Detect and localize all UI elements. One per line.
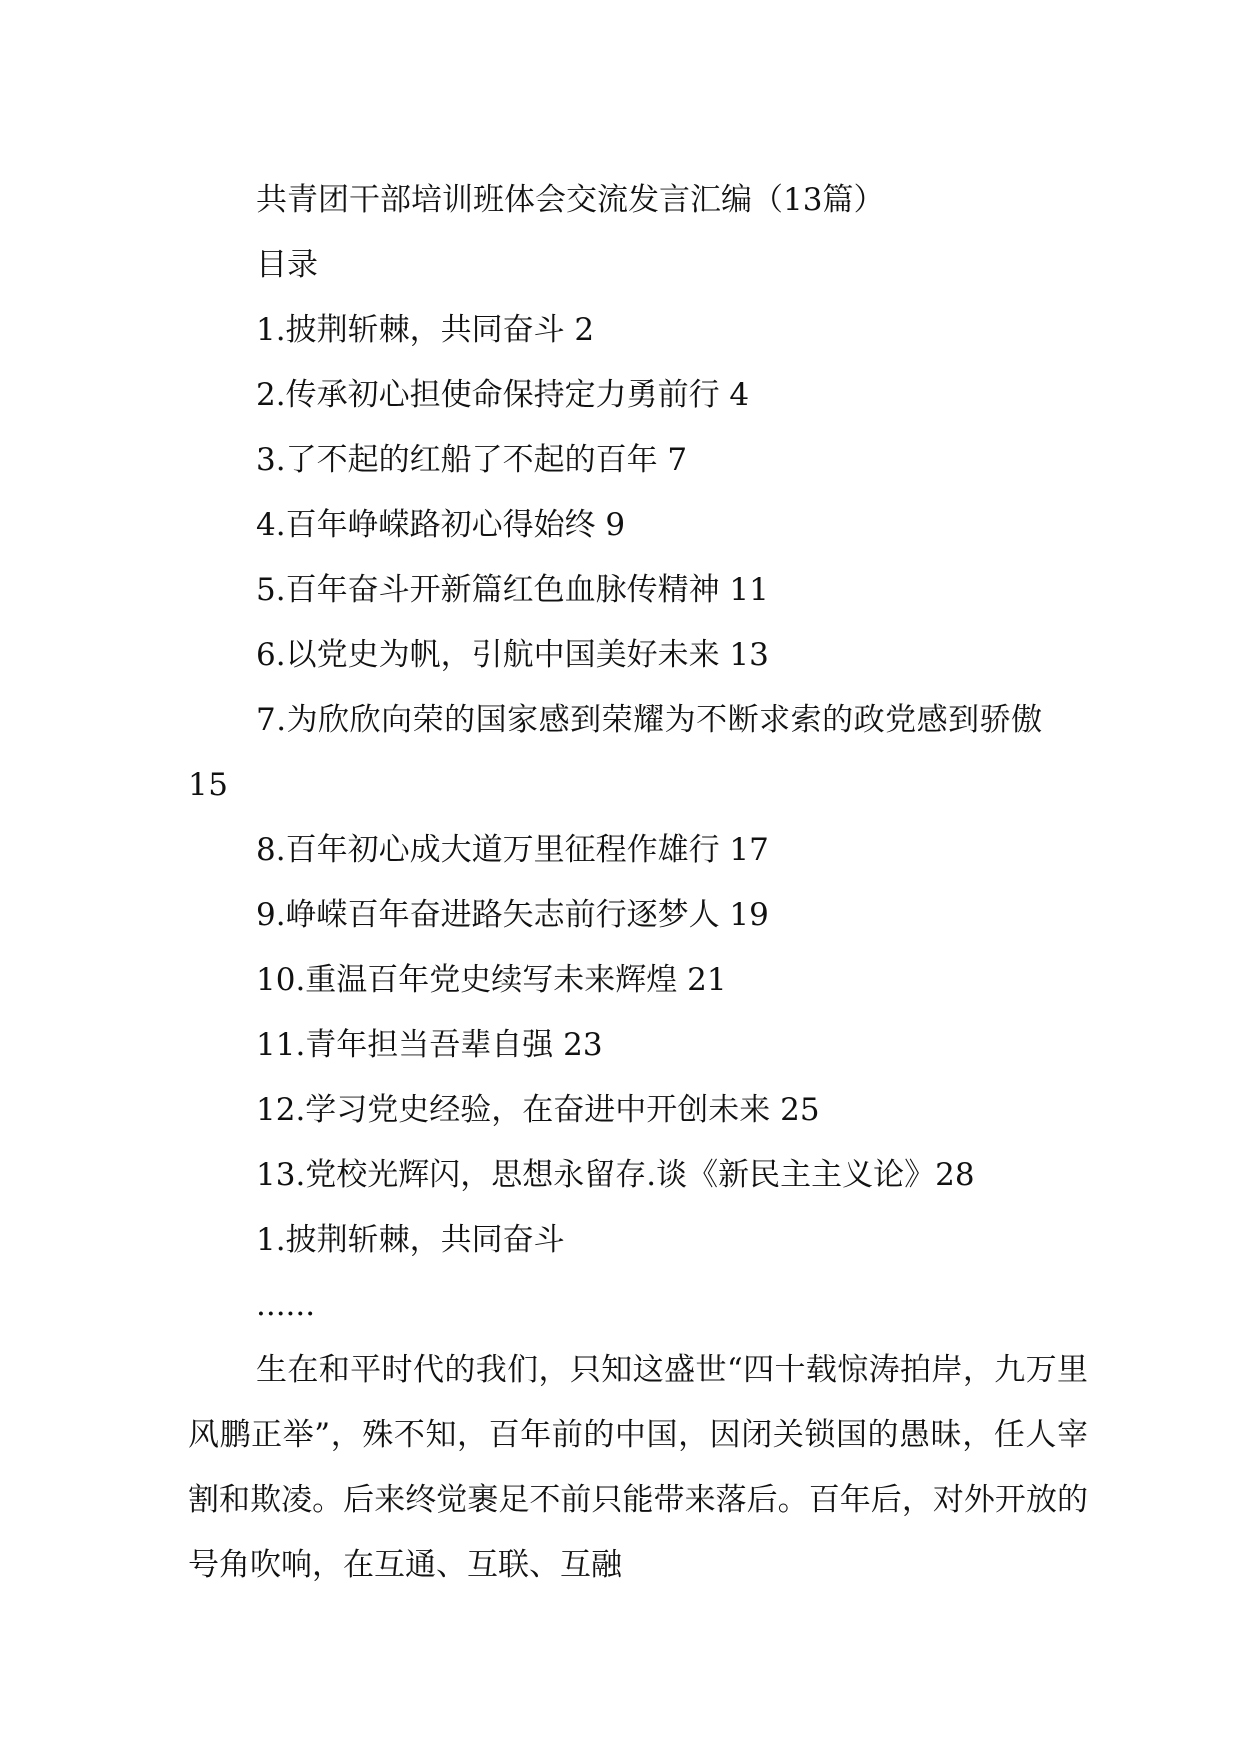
toc-item: 11.青年担当吾辈自强 23	[256, 1027, 603, 1063]
ellipsis-separator: ......	[256, 1287, 316, 1323]
toc-heading: 目录	[256, 247, 318, 283]
toc-item: 3.了不起的红船了不起的百年 7	[256, 442, 688, 478]
toc-item: 8.百年初心成大道万里征程作雄行 17	[256, 832, 769, 868]
document-title: 共青团干部培训班体会交流发言汇编（13篇）	[256, 182, 885, 218]
section-heading: 1.披荆斩棘，共同奋斗	[256, 1222, 565, 1258]
toc-item: 2.传承初心担使命保持定力勇前行 4	[256, 377, 750, 413]
toc-item: 1.披荆斩棘，共同奋斗 2	[256, 312, 595, 348]
toc-item: 4.百年峥嵘路初心得始终 9	[256, 507, 626, 543]
toc-item: 12.学习党史经验，在奋进中开创未来 25	[256, 1092, 820, 1128]
document-content	[188, 168, 1088, 1598]
body-paragraph: 生在和平时代的我们，只知这盛世“四十载惊涛拍岸，九万里风鹏正举”，殊不知，百年前的中国，因闭关锁国的愚昧，任人宰割和欺凌。后来终觉裹足不前只能带来落后。百年后，对外开放的号角吹响，在互通、互联、互融	[188, 1352, 1088, 1583]
toc-item: 13.党校光辉闪，思想永留存.谈《新民主主义论》28	[256, 1157, 975, 1193]
toc-item: 10.重温百年党史续写未来辉煌 21	[256, 962, 727, 998]
toc-item: 7.为欣欣向荣的国家感到荣耀为不断求索的政党感到骄傲 15	[188, 702, 1043, 803]
toc-item: 5.百年奋斗开新篇红色血脉传精神 11	[256, 572, 769, 608]
toc-item: 9.峥嵘百年奋进路矢志前行逐梦人 19	[256, 897, 769, 933]
toc-item: 6.以党史为帆，引航中国美好未来 13	[256, 637, 769, 673]
